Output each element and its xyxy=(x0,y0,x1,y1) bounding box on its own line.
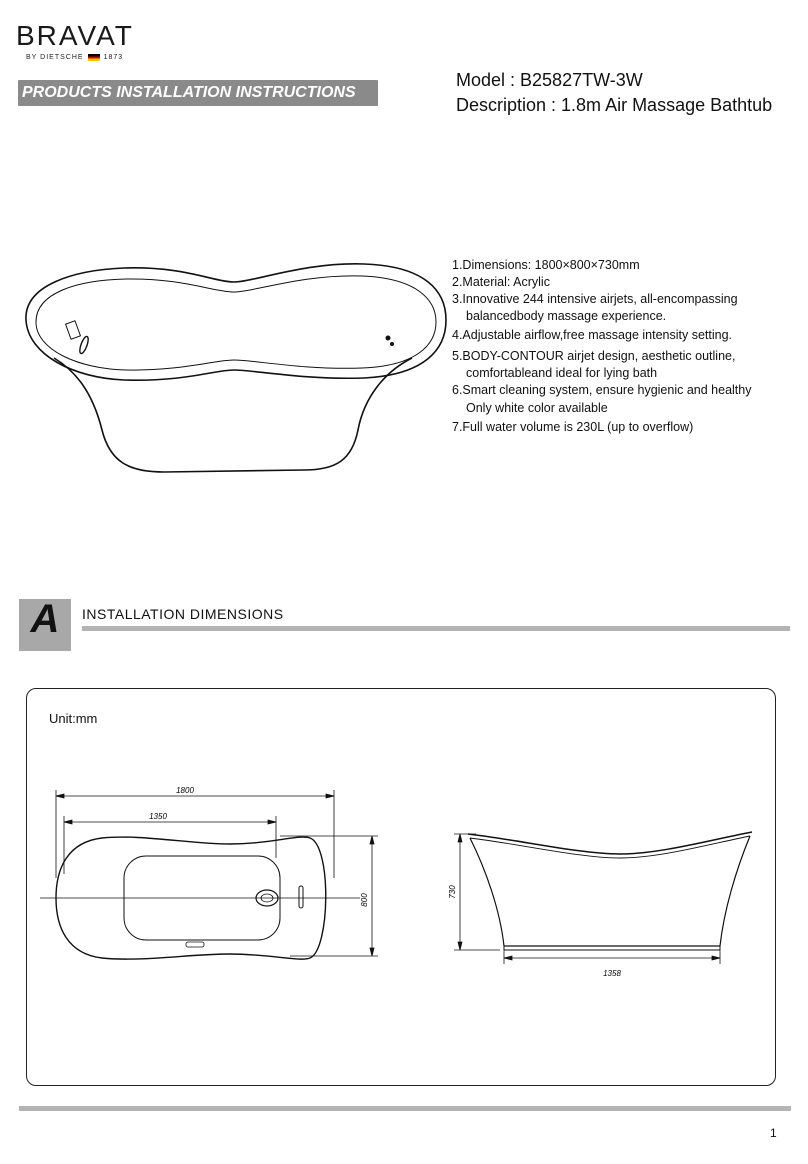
feature-item: 7.Full water volume is 230L (up to overflow) xyxy=(452,420,694,434)
dim-inner-length: 1350 xyxy=(149,812,167,821)
feature-item: 4.Adjustable airflow,free massage intensity setting. xyxy=(452,328,733,342)
feature-item: 3.Innovative 244 intensive airjets, all-encompassing xyxy=(452,292,738,306)
dim-width: 800 xyxy=(360,893,369,907)
brand-byline xyxy=(26,54,123,61)
feature-item: 1.Dimensions: 1800×800×730mm xyxy=(452,258,640,272)
section-divider xyxy=(82,626,790,631)
feature-item: 2.Material: Acrylic xyxy=(452,275,550,289)
page-number: 1 xyxy=(770,1126,777,1140)
dim-base-length: 1358 xyxy=(603,969,621,978)
model-line: Model : B25827TW-3W xyxy=(456,70,643,90)
side-view-drawing xyxy=(440,820,760,990)
byline-left: BY DIETSCHE xyxy=(26,54,84,61)
feature-item: 5.BODY-CONTOUR airjet design, aesthetic outline, xyxy=(452,349,736,363)
banner-title: PRODUCTS INSTALLATION INSTRUCTIONS xyxy=(22,84,356,101)
german-flag-icon xyxy=(88,54,100,61)
bathtub-illustration xyxy=(14,240,454,490)
byline-right: 1873 xyxy=(103,54,124,61)
footer-divider xyxy=(19,1106,791,1111)
section-letter: A xyxy=(30,597,60,641)
feature-item: comfortableand ideal for lying bath xyxy=(466,366,658,380)
feature-list xyxy=(452,257,792,436)
dim-height: 730 xyxy=(448,885,457,899)
section-title: INSTALLATION DIMENSIONS xyxy=(82,606,284,622)
feature-item: balancedbody massage experience. xyxy=(466,309,667,323)
description-line: Description : 1.8m Air Massage Bathtub xyxy=(456,95,773,115)
feature-item: 6.Smart cleaning system, ensure hygienic and healthy xyxy=(452,383,752,397)
unit-label: Unit:mm xyxy=(49,711,98,726)
dim-overall-length: 1800 xyxy=(176,786,194,795)
brand-logo: BRAVAT xyxy=(16,20,134,51)
top-view-drawing xyxy=(40,778,390,988)
feature-item: Only white color available xyxy=(466,401,608,415)
